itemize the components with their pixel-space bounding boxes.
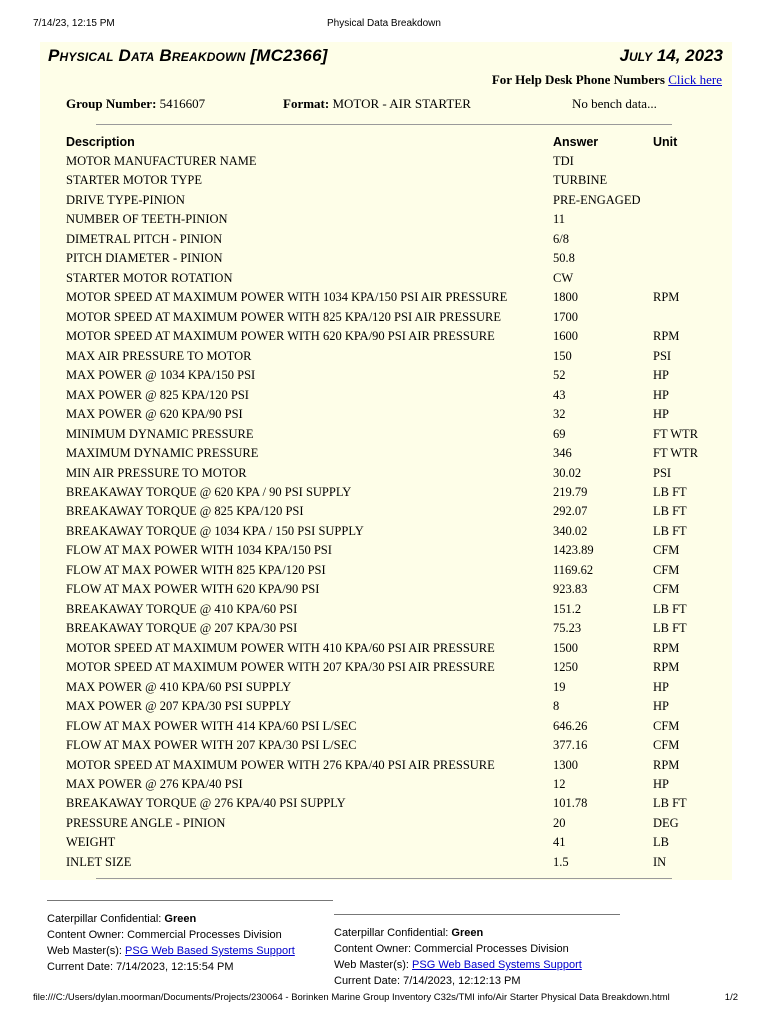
table-row — [66, 756, 726, 775]
row-unit: LB FT — [653, 621, 687, 636]
row-answer: 646.26 — [553, 718, 588, 733]
bench-data: No bench data... — [572, 96, 657, 111]
row-unit: IN — [653, 854, 667, 869]
format-value: MOTOR - AIR STARTER — [332, 96, 471, 111]
row-answer: TURBINE — [553, 173, 608, 188]
row-unit: LB FT — [653, 796, 687, 811]
row-description: MOTOR SPEED AT MAXIMUM POWER WITH 410 KPA/60 PSI AIR PRESSURE — [66, 640, 495, 655]
row-description: NUMBER OF TEETH-PINION — [66, 212, 228, 227]
header-description: Description — [66, 135, 135, 149]
row-answer: 923.83 — [553, 582, 588, 597]
row-answer: 1169.62 — [553, 562, 594, 577]
table-row — [66, 171, 726, 190]
row-answer: 150 — [553, 348, 572, 363]
row-description: BREAKAWAY TORQUE @ 1034 KPA / 150 PSI SUPPLY — [66, 523, 364, 538]
row-unit: RPM — [653, 640, 680, 655]
row-description: BREAKAWAY TORQUE @ 825 KPA/120 PSI — [66, 504, 304, 519]
row-answer: 219.79 — [553, 484, 588, 499]
footer-right-date: Current Date: 7/14/2023, 12:12:13 PM — [334, 975, 521, 987]
table-row — [66, 833, 726, 852]
row-answer: 41 — [553, 835, 566, 850]
table-row — [66, 405, 726, 424]
row-unit: LB FT — [653, 601, 687, 616]
row-answer: 292.07 — [553, 504, 588, 519]
table-row — [66, 386, 726, 405]
row-description: INLET SIZE — [66, 854, 132, 869]
divider-bottom — [96, 878, 672, 879]
divider-top — [96, 124, 672, 125]
row-unit: HP — [653, 699, 669, 714]
row-answer: 20 — [553, 815, 566, 830]
row-description: MAXIMUM DYNAMIC PRESSURE — [66, 446, 259, 461]
row-answer: 75.23 — [553, 621, 582, 636]
row-answer: 151.2 — [553, 601, 582, 616]
row-description: MAX POWER @ 410 KPA/60 PSI SUPPLY — [66, 679, 292, 694]
row-description: DRIVE TYPE-PINION — [66, 192, 185, 207]
row-unit: FT WTR — [653, 446, 699, 461]
row-answer: 340.02 — [553, 523, 588, 538]
row-description: STARTER MOTOR TYPE — [66, 173, 202, 188]
row-description: MOTOR SPEED AT MAXIMUM POWER WITH 1034 KPA/150 PSI AIR PRESSURE — [66, 290, 508, 305]
row-answer: 1700 — [553, 309, 578, 324]
table-row — [66, 502, 726, 521]
group-number — [66, 96, 205, 112]
row-unit: CFM — [653, 718, 680, 733]
footer-left-confidential: Caterpillar Confidential: Green — [47, 913, 197, 925]
footer-left-webmaster-link[interactable]: PSG Web Based Systems Support — [125, 945, 295, 957]
header-unit: Unit — [653, 135, 678, 149]
table-row — [66, 483, 726, 502]
page-number: 1/2 — [724, 992, 738, 1003]
row-answer: 1600 — [553, 329, 578, 344]
row-description: MAX POWER @ 1034 KPA/150 PSI — [66, 368, 256, 383]
footer-left-webmaster: Web Master(s): PSG Web Based Systems Support — [47, 945, 295, 957]
row-unit: HP — [653, 777, 669, 791]
table-row — [66, 600, 726, 619]
row-answer: 32 — [553, 407, 566, 422]
row-description: FLOW AT MAX POWER WITH 620 KPA/90 PSI — [66, 582, 320, 597]
row-description: MOTOR SPEED AT MAXIMUM POWER WITH 207 KPA/30 PSI AIR PRESSURE — [66, 660, 495, 675]
row-unit: HP — [653, 368, 669, 383]
row-unit: HP — [653, 679, 669, 694]
row-unit: HP — [653, 407, 669, 422]
row-unit: FT WTR — [653, 426, 699, 441]
row-answer: 8 — [553, 699, 560, 714]
row-answer: CW — [553, 270, 574, 285]
row-unit: RPM — [653, 660, 680, 675]
footer-right-rule — [334, 914, 620, 915]
table-row — [66, 717, 726, 736]
print-datetime: 7/14/23, 12:15 PM — [33, 18, 115, 29]
row-description: MAX POWER @ 825 KPA/120 PSI — [66, 387, 249, 402]
row-answer: 346 — [553, 446, 572, 461]
table-row — [66, 308, 726, 327]
row-unit: LB FT — [653, 523, 687, 538]
footer-right-webmaster: Web Master(s): PSG Web Based Systems Support — [334, 959, 582, 971]
print-footer — [33, 992, 738, 1003]
help-desk-text: For Help Desk Phone Numbers — [491, 72, 665, 87]
table-row — [66, 522, 726, 541]
table-row — [66, 269, 726, 288]
footer-left — [47, 900, 333, 975]
row-description: MIN AIR PRESSURE TO MOTOR — [66, 465, 247, 480]
row-answer: 1300 — [553, 757, 578, 772]
help-desk-line — [492, 72, 722, 88]
row-answer: 30.02 — [553, 465, 582, 480]
page-date: July 14, 2023 — [619, 46, 723, 65]
row-answer: 19 — [553, 679, 566, 694]
data-table — [66, 152, 726, 872]
footer-right-owner: Content Owner: Commercial Processes Division — [334, 943, 569, 955]
row-answer: 6/8 — [553, 231, 569, 246]
row-description: FLOW AT MAX POWER WITH 825 KPA/120 PSI — [66, 562, 326, 577]
row-unit: HP — [653, 387, 669, 402]
row-unit: CFM — [653, 738, 680, 753]
row-description: WEIGHT — [66, 835, 116, 850]
table-row — [66, 658, 726, 677]
table-row — [66, 580, 726, 599]
row-description: BREAKAWAY TORQUE @ 620 KPA / 90 PSI SUPPLY — [66, 484, 352, 499]
print-header — [0, 18, 768, 32]
row-answer: 1.5 — [553, 854, 569, 869]
row-unit: RPM — [653, 757, 680, 772]
table-row — [66, 425, 726, 444]
row-answer: 12 — [553, 777, 566, 791]
table-row — [66, 230, 726, 249]
table-row — [66, 288, 726, 307]
row-description: FLOW AT MAX POWER WITH 1034 KPA/150 PSI — [66, 543, 332, 558]
row-answer: 11 — [553, 212, 566, 227]
table-header — [66, 135, 726, 153]
table-row — [66, 619, 726, 638]
row-description: PITCH DIAMETER - PINION — [66, 251, 223, 266]
row-unit: LB FT — [653, 504, 687, 519]
row-answer: 101.78 — [553, 796, 588, 811]
row-unit: CFM — [653, 543, 680, 558]
row-answer: 52 — [553, 368, 566, 383]
row-description: MOTOR SPEED AT MAXIMUM POWER WITH 276 KPA/40 PSI AIR PRESSURE — [66, 757, 495, 772]
table-row — [66, 152, 726, 171]
footer-right-webmaster-link[interactable]: PSG Web Based Systems Support — [412, 959, 582, 971]
row-description: PRESSURE ANGLE - PINION — [66, 815, 226, 830]
row-answer: 1500 — [553, 640, 578, 655]
table-row — [66, 327, 726, 346]
table-row — [66, 853, 726, 872]
row-answer: PRE-ENGAGED — [553, 192, 641, 207]
format — [283, 96, 471, 112]
row-unit: CFM — [653, 582, 680, 597]
row-unit: DEG — [653, 815, 679, 830]
row-answer: 43 — [553, 387, 566, 402]
content-panel — [40, 42, 732, 880]
row-description: MAX POWER @ 620 KPA/90 PSI — [66, 407, 243, 422]
row-description: MAX AIR PRESSURE TO MOTOR — [66, 348, 252, 363]
table-row — [66, 639, 726, 658]
table-row — [66, 210, 726, 229]
format-label: Format: — [283, 96, 330, 111]
table-row — [66, 814, 726, 833]
table-row — [66, 347, 726, 366]
row-description: STARTER MOTOR ROTATION — [66, 270, 233, 285]
footer-left-owner: Content Owner: Commercial Processes Division — [47, 929, 282, 941]
row-description: FLOW AT MAX POWER WITH 414 KPA/60 PSI L/SEC — [66, 718, 357, 733]
row-answer: 1423.89 — [553, 543, 594, 558]
row-description: MAX POWER @ 207 KPA/30 PSI SUPPLY — [66, 699, 292, 714]
table-row — [66, 444, 726, 463]
row-unit: LB FT — [653, 484, 687, 499]
footer-left-rule — [47, 900, 333, 901]
row-description: MAX POWER @ 276 KPA/40 PSI — [66, 777, 243, 791]
row-answer: 377.16 — [553, 738, 588, 753]
table-row — [66, 736, 726, 755]
footer-right — [334, 914, 620, 989]
table-row — [66, 794, 726, 813]
footer-right-confidential: Caterpillar Confidential: Green — [334, 927, 484, 939]
row-answer: 50.8 — [553, 251, 575, 266]
table-row — [66, 366, 726, 385]
row-unit: RPM — [653, 290, 680, 305]
table-row — [66, 191, 726, 210]
help-desk-link[interactable]: Click here — [668, 72, 722, 87]
row-unit: CFM — [653, 562, 680, 577]
table-row — [66, 775, 726, 794]
row-description: DIMETRAL PITCH - PINION — [66, 231, 223, 246]
row-description: MOTOR SPEED AT MAXIMUM POWER WITH 620 KPA/90 PSI AIR PRESSURE — [66, 329, 495, 344]
group-number-label: Group Number: — [66, 96, 157, 111]
group-number-value: 5416607 — [159, 96, 206, 111]
row-answer: 1800 — [553, 290, 578, 305]
row-description: MOTOR SPEED AT MAXIMUM POWER WITH 825 KPA/120 PSI AIR PRESSURE — [66, 309, 502, 324]
print-title: Physical Data Breakdown — [327, 18, 441, 29]
header-answer: Answer — [553, 135, 599, 149]
row-answer: 1250 — [553, 660, 578, 675]
footer-left-date: Current Date: 7/14/2023, 12:15:54 PM — [47, 961, 234, 973]
row-answer: 69 — [553, 426, 566, 441]
file-path: file:///C:/Users/dylan.moorman/Documents/Projects/230064 - Borinken Marine Group Inventory C32s/TMI info/Air Starter Physical Data Breakdown.html — [33, 992, 670, 1003]
row-answer: TDI — [553, 154, 574, 168]
row-unit: LB — [653, 835, 669, 850]
row-description: MINIMUM DYNAMIC PRESSURE — [66, 426, 254, 441]
table-row — [66, 249, 726, 268]
table-row — [66, 561, 726, 580]
row-description: BREAKAWAY TORQUE @ 207 KPA/30 PSI — [66, 621, 298, 636]
page-title: Physical Data Breakdown [MC2366] — [48, 46, 328, 65]
row-description: BREAKAWAY TORQUE @ 410 KPA/60 PSI — [66, 601, 298, 616]
row-unit: RPM — [653, 329, 680, 344]
table-row — [66, 464, 726, 483]
table-row — [66, 541, 726, 560]
table-row — [66, 697, 726, 716]
row-description: MOTOR MANUFACTURER NAME — [66, 154, 257, 168]
row-unit: PSI — [653, 465, 672, 480]
row-description: FLOW AT MAX POWER WITH 207 KPA/30 PSI L/SEC — [66, 738, 357, 753]
table-row — [66, 678, 726, 697]
row-unit: PSI — [653, 348, 672, 363]
row-description: BREAKAWAY TORQUE @ 276 KPA/40 PSI SUPPLY — [66, 796, 346, 811]
